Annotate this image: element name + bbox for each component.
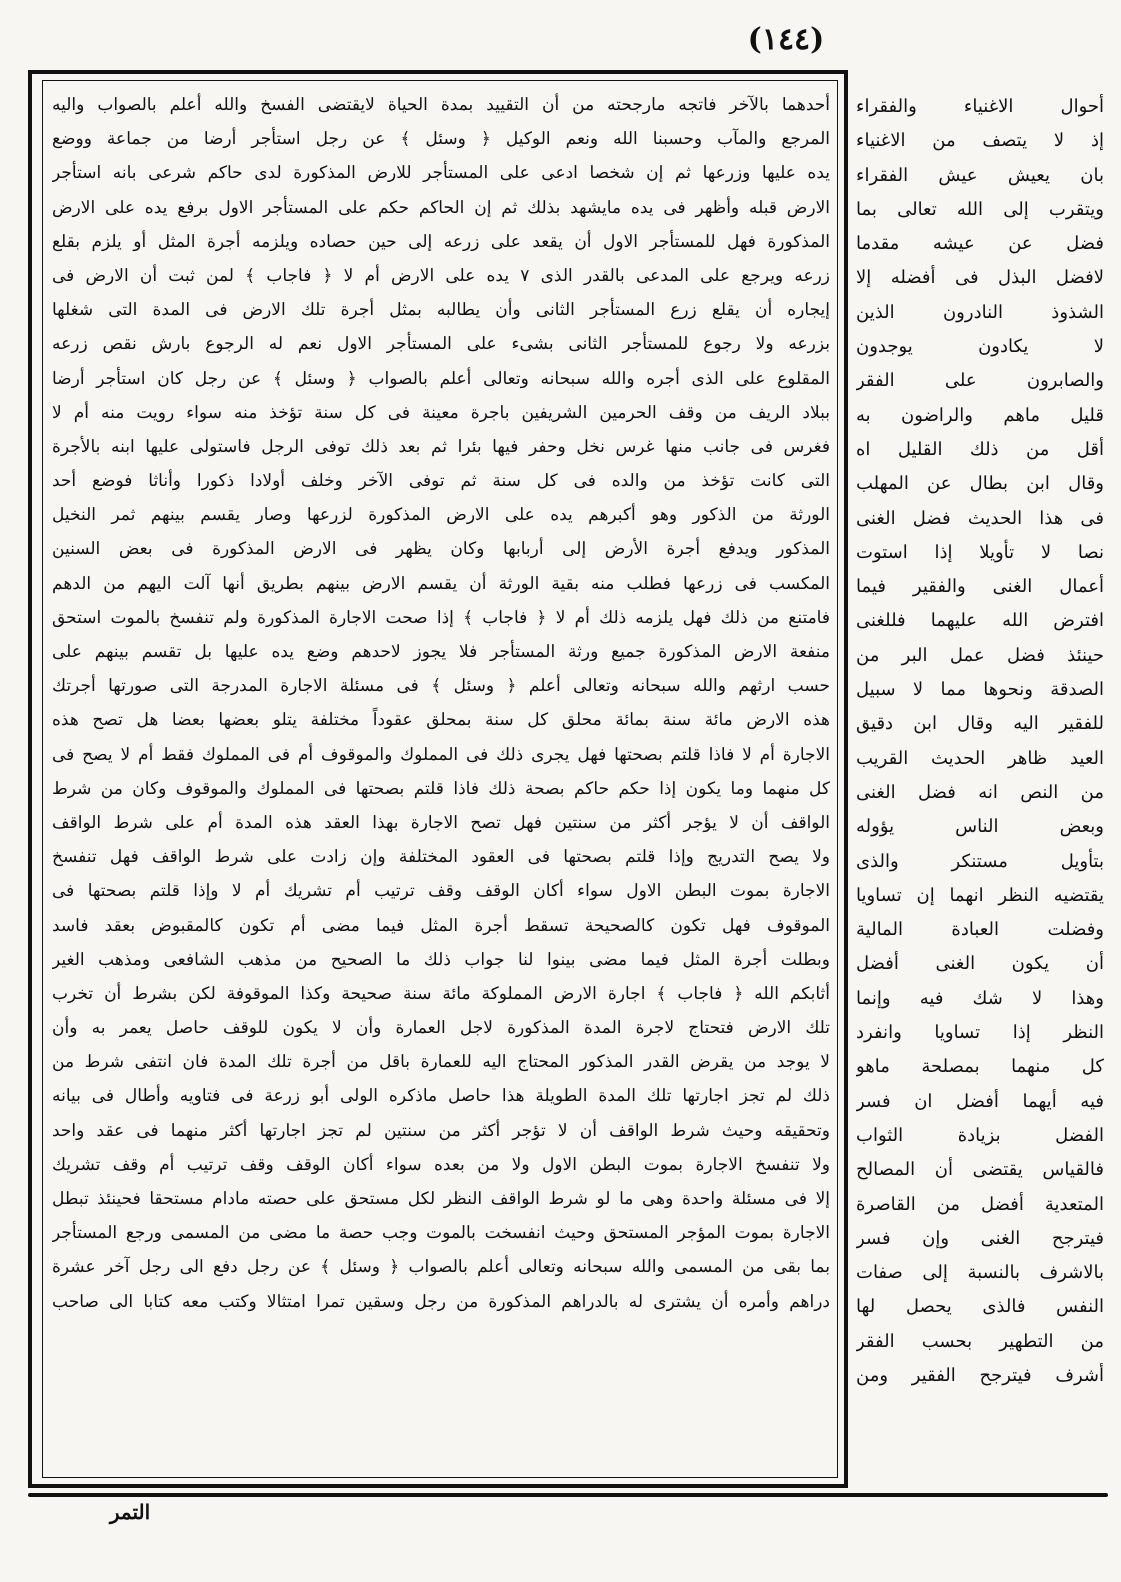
main-text-line: الواقف أن لا يؤجر أكثر من سنتين فهل تصح الاجارة بهذا العقد هذه المدة أم على شرط الواقف <box>52 812 830 833</box>
margin-text-line: بان يعيش عيش الفقراء <box>856 164 1104 186</box>
margin-text-line: من التطهير بحسب الفقر <box>856 1330 1104 1352</box>
margin-text-line: أشرف فيترجح الفقير ومن <box>856 1364 1104 1386</box>
main-text-line: المرجع والمآب وحسبنا الله ونعم الوكيل ﴿ وسئل ﴾ عن رجل استأجر أرضا من جماعة ووضع <box>52 129 830 150</box>
margin-text-line: الشذوذ النادرون الذين <box>856 301 1104 323</box>
margin-text-line: للفقير اليه وقال ابن دقيق <box>856 713 1104 735</box>
margin-text-line: إذ لا يتصف من الاغنياء <box>856 130 1104 152</box>
main-text-line: بزرعه ولا رجوع للمستأجر الثانى بشىء على المستأجر الاول نعم له الرجوع بارش نقص زرعه <box>52 334 830 355</box>
margin-text-line: المتعدية أفضل من القاصرة <box>856 1193 1104 1215</box>
main-text-line: المذكور ويدفع أجرة الأرض إلى أربابها وكان يظهر فى الارض المذكورة فى بعض السنين <box>52 539 830 560</box>
main-text-line: دراهم وأمره أن يشترى له بالدراهم المذكورة من رجل وسقين تمرا امتثالا وكتب معه كتابا الى صاحب <box>52 1291 830 1312</box>
main-text-line: الاجارة أم لا فاذا قلتم بصحتها فهل يجرى ذلك فى المملوك والموقوف أم فى المملوك فقط أم لا يصح فى <box>52 744 830 765</box>
margin-text-line: الفضل بزيادة الثواب <box>856 1124 1104 1146</box>
catchword: التمر <box>109 1500 151 1524</box>
margin-text-line: فيه أيهما أفضل ان فسر <box>856 1090 1104 1112</box>
margin-text-line: من النص انه فضل الغنى <box>856 781 1104 803</box>
main-text-line: المقلوع على الذى أجره والله سبحانه وتعالى أعلم بالصواب ﴿ وسئل ﴾ عن رجل كان استأجر أرضا <box>52 368 830 389</box>
margin-text-line: فيترجح الغنى وإن فسر <box>856 1227 1104 1249</box>
main-text-line: الاجارة بموت المؤجر المستحق وحيث انفسخت بالموت وجب حصة ما مضى من المسمى ورجع المستأجر <box>52 1223 830 1244</box>
main-text-line: الورثة من الذكور وهو أكبرهم يده على الارض المذكورة لزرعها وصار يقسم بينهم ثمر النخيل <box>52 505 830 526</box>
main-text-line: منفعة الارض المذكورة جميع ورثة المستأجر فلا يجوز لاحدهم وضع يده عليها بل تقسم بينهم على <box>52 642 830 662</box>
main-text-line: يده عليها وزرعها ثم إن شخصا ادعى على المستأجر للارض المذكورة لدى حاكم شرعى بانه استأجر <box>52 163 830 184</box>
margin-text-line: وهذا لا شك فيه وإنما <box>856 987 1104 1009</box>
margin-text-line: افترض الله عليهما فللغنى <box>856 610 1104 632</box>
main-text-line: هذه الارض مائة سنة بمائة محلق كل سنة بمحلق عقوداً مختلفة يتلو بعضها بعضا هل تصح هذه <box>52 710 830 731</box>
margin-commentary <box>856 90 1104 1480</box>
margin-text-line: كل منهما بمصلحة ماهو <box>856 1056 1104 1078</box>
main-text-line: لا يوجد من يقرض القدر المذكور المحتاج اليه للعمارة باقل من أجرة تلك المدة فان انتفى شرط من <box>52 1052 830 1073</box>
margin-text-line: الصدقة ونحوها مما لا سبيل <box>856 679 1104 701</box>
main-text-line: إيجاره أن يقلع زرع المستأجر الثانى وأن يطالبه بمثل أجرة تلك الارض فى المدة التى شغلها <box>52 300 830 321</box>
margin-text-line: بالاشرف بالنسبة إلى صفات <box>856 1262 1104 1284</box>
main-text-line: بما بقى من المسمى والله سبحانه وتعالى أعلم بالصواب ﴿ وسئل ﴾ عن رجل دفع الى رجل آخر عشرة <box>52 1257 830 1278</box>
margin-text-line: النظر إذا تساويا وانفرد <box>856 1022 1104 1044</box>
main-text-line: فامتنع من ذلك فهل يلزمه ذلك أم لا ﴿ فاجاب ﴾ إذا صحت الاجارة المذكورة ولم تنفسخ بالموت استحق <box>52 607 830 628</box>
main-text-line: كل منهما وما يكون إذا حكم حاكم بصحة ذلك فاذا قلتم بصحتها فى المملوك والموقوف وكان من شرط <box>52 778 830 799</box>
margin-text-line: أعمال الغنى والفقير فيما <box>856 576 1104 598</box>
main-text-line: أحدهما بالآخر فاتجه مارجحته من أن التقييد بمدة الحياة لايقتضى الفسخ والله أعلم بالصواب واليه <box>52 95 830 115</box>
margin-text-line: فضل عن عيشه مقدما <box>856 233 1104 255</box>
main-text-line: وتحقيقه وحيث شرط الواقف أن لا تؤجر أكثر من سنتين لم تجز اجارتها أكثر منهما فى عقد واحد <box>52 1120 830 1141</box>
main-text-line: الاجارة بموت البطن الاول سواء أكان الوقف وقف ترتيب أم تشريك أم لا وإذا قلتم بصحتها فى <box>52 881 830 902</box>
margin-text-line: أن يكون الغنى أفضل <box>856 953 1104 975</box>
main-text-line: المذكورة فهل للمستأجر الاول أن يقعد على زرعه إلى حين حصاده ويلزمه أجرة المثل أو يلزم بقلع <box>52 231 830 252</box>
main-text-line: أثابكم الله ﴿ فاجاب ﴾ اجارة الارض المملوكة مائة سنة صحيحة وكذا الموقوفة لكن بشرط أن تخرب <box>52 983 830 1004</box>
main-text-block <box>52 88 830 1473</box>
main-text-line: الموقوف فهل تكون كالصحيحة تسقط أجرة المثل فيما مضى أم تكون كالمقبوض بعقد فاسد <box>52 915 830 936</box>
margin-text-line: بتأويل مستنكر والذى <box>856 850 1104 872</box>
margin-text-line: لا يكادون يوجدون <box>856 336 1104 358</box>
page-number: (١٤٤) <box>747 22 825 57</box>
main-text-line: فغرس فى جانب منها غرس نخل وحفر فيها بئرا ثم بعد ذلك توفى الرجل فاستولى عليها ابنه بالأجرة <box>52 436 830 457</box>
main-text-line: ولا تنفسخ الاجارة بموت البطن الاول ولا من بعده سواء أكان الوقف وقف ترتيب أم وقف تشريك <box>52 1154 830 1175</box>
margin-text-line: أحوال الاغنياء والفقراء <box>856 96 1104 117</box>
main-text-line: إلا فى مسئلة واحدة وهى ما لو شرط الواقف النظر لكل مستحق على حصته مادام مستحقا فحينئذ تبطل <box>52 1189 830 1209</box>
margin-text-line: فالقياس يقتضى أن المصالح <box>856 1159 1104 1181</box>
margin-text-line: ويتقرب إلى الله تعالى بما <box>856 198 1104 220</box>
main-text-line: وبطلت أجرة المثل فيما مضى بينوا لنا جواب ذلك ما الصحيح من مذهب الشافعى ومذهب الغير <box>52 949 830 970</box>
main-text-line: تلك الارض فتحتاج لاجرة المدة المذكورة لاجل العمارة وأن لا يكون للوقف حاصل يعمر به وأن <box>52 1018 830 1039</box>
margin-text-line: لافضل البذل فى أفضله إلا <box>856 267 1104 289</box>
margin-text-line: وفضلت العبادة المالية <box>856 919 1104 941</box>
main-text-line: المكسب فى زرعها فطلب منه بقية الورثة أن يقسم الارض بينهم بطريق أنها آلت اليهم من الدهم <box>52 573 830 594</box>
margin-text-line: أقل من ذلك القليل اه <box>856 438 1104 460</box>
main-text-line: ذلك لم تجز اجارتها تلك المدة الطويلة هذا حاصل ماذكره الولى أبو زرعة فى فتاويه وأطال فى بيانه <box>52 1086 830 1107</box>
margin-text-line: قليل ماهم والراضون به <box>856 404 1104 426</box>
margin-text-line: حينئذ فضل عمل البر من <box>856 644 1104 666</box>
main-text-line: ولا يصح التدريج وإذا قلتم بصحتها فى العقود المختلفة وإن زادت على شرط الواقف فهل تنفسخ <box>52 847 830 868</box>
margin-text-line: وبعض الناس يؤوله <box>856 816 1104 838</box>
margin-text-line: وقال ابن بطال عن المهلب <box>856 473 1104 495</box>
main-text-line: الارض قبله وأظهر فى يده مايشهد بذلك ثم إن الحاكم حكم على المستأجر الاول برفع يده على الارض <box>52 197 830 218</box>
margin-text-line: فى هذا الحديث فضل الغنى <box>856 507 1104 529</box>
margin-text-line: العيد ظاهر الحديث القريب <box>856 747 1104 769</box>
margin-text-line: يقتضيه النظر انهما إن تساويا <box>856 884 1104 906</box>
main-text-line: حسب ارثهم والله سبحانه وتعالى أعلم ﴿ وسئل ﴾ فى مسئلة الاجارة المدرجة التى صورتها أجرتك <box>52 676 830 697</box>
main-text-line: التى كانت تؤخذ من والده فى كل سنة ثم توفى الآخر وخلف أولادا ذكورا وأناثا فوضع أحد <box>52 471 830 492</box>
main-text-line: ببلاد الريف من وقف الحرمين الشريفين باجرة معينة فى كل سنة تؤخذ منه سواء رويت منه أم لا <box>52 402 830 423</box>
main-text-line: زرعه ويرجع على المدعى بالقدر الذى ٧ يده على الارض أم لا ﴿ فاجاب ﴾ لمن ثبت أن الارض فى <box>52 265 830 286</box>
margin-text-line: نصا لا تأويلا إذا استوت <box>856 541 1104 563</box>
main-text-line <box>52 1319 830 1353</box>
bottom-rule <box>28 1493 1108 1497</box>
margin-text-line: النفس فالذى يحصل لها <box>856 1296 1104 1318</box>
margin-text-line: والصابرون على الفقر <box>856 370 1104 392</box>
